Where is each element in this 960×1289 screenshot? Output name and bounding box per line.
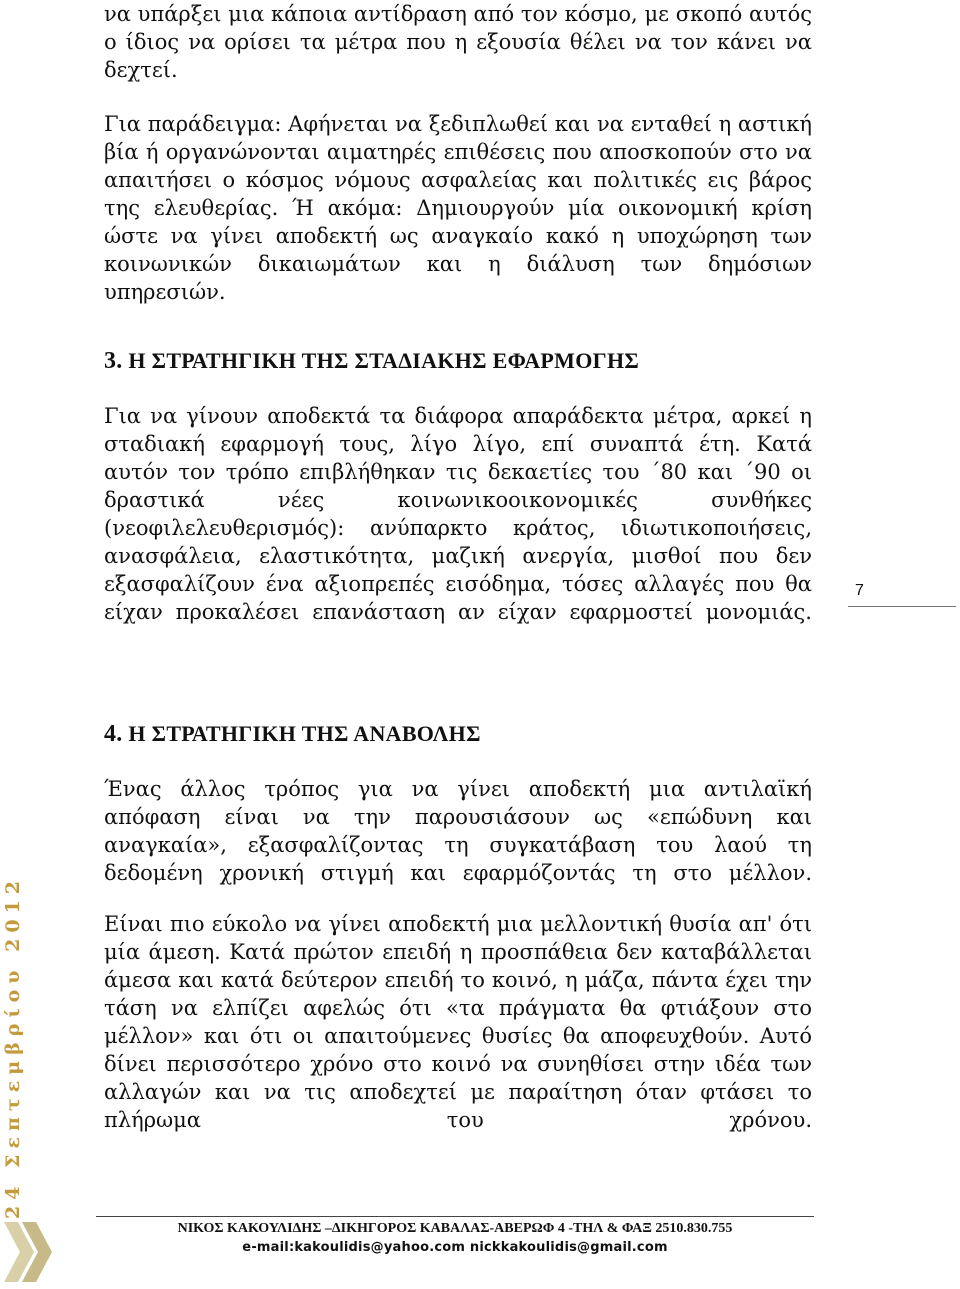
paragraph-future-sacrifice: Είναι πιο εύκολο να γίνει αποδεκτή μια μελλοντική θυσία απ' ότι μία άμεση. Κατά πρώτον επειδή η προσπάθεια δεν καταβάλλεται άμεσα και κατά δεύτερον επειδή το κοινό, η μάζα, πάντα έχει την τάση να ελπίζει αφελώς ότι «τα πράγματα θα φτιάξουν στο μέλλον» και ότι οι απαιτούμενες θυσίες θα αποφευχθούν. Αυτό δίνει περισσότερο χρόνο στο κοινό να συνηθίσει στην ιδέα των αλλαγών και να τις αποδεχτεί με παραίτηση όταν φτάσει το πλήρωμα του χρόνου. (104, 912, 812, 1132)
section-3-number: 3. (104, 348, 123, 374)
paragraph-example: Για παράδειγμα: Αφήνεται να ξεδιπλωθεί και να ενταθεί η αστική βία ή οργανώνονται αιματηρές επιθέσεις που αποσκοπούν στο να απαιτήσει ο κόσμος νόμους ασφαλείας και πολιτικές εις βάρος της ελευθερίας. Ή ακόμα: Δημιουργούν μία οικονομική κρίση ώστε να γίνει αποδεκτή ως αναγκαίο κακό η υποχώρηση των κοινωνικών δικαιωμάτων και η διάλυση των δημόσιων υπηρεσιών. (104, 112, 812, 304)
side-date-label: 24 Σεπτεμβρίου 2012 (2, 875, 24, 1219)
footer-contact: ΝΙΚΟΣ ΚΑΚΟΥΛΙΔΗΣ –ΔΙΚΗΓΟΡΟΣ ΚΑΒΑΛΑΣ-ΑΒΕΡΩΦ 4 -ΤΗΛ & ΦΑΞ 2510.830.755 (177, 1221, 733, 1236)
footer (96, 1216, 814, 1256)
paragraph-postpone: Ένας άλλος τρόπος για να γίνει αποδεκτή μια αντιλαϊκή απόφαση είναι να την παρουσιάσουν ως «επώδυνη και αναγκαία», εξασφαλίζοντας τη συγκατάβαση του λαού τη δεδομένη χρονική στιγμή και εφαρμόζοντάς τη στο μέλλον. (104, 777, 812, 885)
section-3-title: Η ΣΤΡΑΤΗΓΙΚΗ ΤΗΣ ΣΤΑΔΙΑΚΗΣ ΕΦΑΡΜΟΓΗΣ (128, 348, 640, 373)
page-number-rule (848, 606, 956, 607)
section-4-number: 4. (104, 721, 123, 747)
paragraph-gradual: Για να γίνουν αποδεκτά τα διάφορα απαράδεκτα μέτρα, αρκεί η σταδιακή εφαρμογή τους, λίγο λίγο, επί συναπτά έτη. Κατά αυτόν τον τρόπο επιβλήθηκαν τις δεκαετίες του ΄80 και ΄90 οι δραστικά νέες κοινωνικοοικονομικές συνθήκες (νεοφιλελευθερισμός): ανύπαρκτο κράτος, ιδιωτικοποιήσεις, ανασφάλεια, ελαστικότητα, μαζική ανεργία, μισθοί που δεν εξασφαλίζουν ένα αξιοπρεπές εισόδημα, τόσες αλλαγές που θα είχαν προκαλέσει επανάσταση αν είχαν εφαρμοστεί μονομιάς. (104, 404, 812, 624)
page-number: 7 (855, 582, 864, 599)
section-4-title: Η ΣΤΡΑΤΗΓΙΚΗ ΤΗΣ ΑΝΑΒΟΛΗΣ (128, 721, 481, 746)
section-4-heading (104, 720, 481, 748)
paragraph-intro-end: να υπάρξει μια κάποια αντίδραση από τον κόσμο, με σκοπό αυτός ο ίδιος να ορίσει τα μέτρα που η εξουσία θέλει να τον κάνει να δεχτεί. (104, 2, 812, 82)
section-3-heading (104, 347, 639, 375)
chevron-double-right-icon (4, 1222, 56, 1282)
footer-emails: e-mail:kakoulidis@yahoo.com nickkakoulidis@gmail.com (242, 1240, 668, 1255)
